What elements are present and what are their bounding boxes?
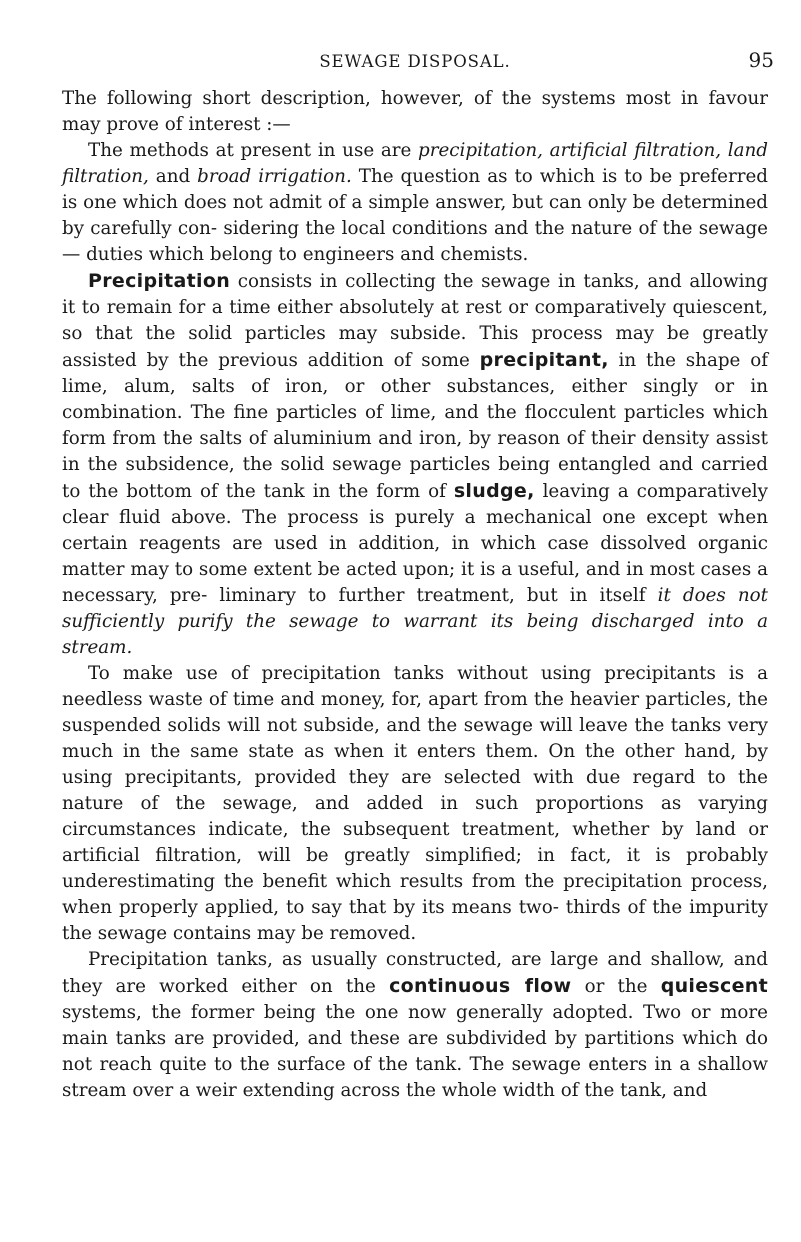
- text-run: leaving a comparatively clear fluid above. The process is purely a mechanical one except when certain reagents are used in addition, in which case dissolved organic matter may to some extent be acted upon; it is a useful, and in most cases a necessary, pre- liminary to further treatment, but in itself: [62, 481, 768, 606]
- keyword-quiescent: quiescent: [660, 975, 768, 997]
- text-run: Precipitation tanks, as usually constructed, are large and shallow, and they are worked either on the: [62, 949, 768, 997]
- text-run: The question as to which is to be preferred is one which does not admit of a simple answer, but can only be determined by carefully con- sidering the local conditions and the nature of the sewage— duties which belong to engineers and chemists.: [62, 166, 768, 265]
- running-head: SEWAGE DISPOSAL.: [319, 52, 511, 71]
- text-run: and: [148, 166, 198, 187]
- text-run: To make use of precipitation tanks without using precipitants is a needless waste of time and money, for, apart from the heavier particles, the suspended solids will not subside, and the sewage will leave the tanks very much in the same state as when it enters them. On the other hand, by using precipitants, provided they are selected with due regard to the nature of the sewage, and added in such proportions as varying circumstances indicate, the subsequent treatment, whether by land or artificial filtration, will be greatly simplified; in fact, it is probably underestimating the benefit which results from the precipitation process, when properly applied, to say that by its means two- thirds of the impurity the sewage contains may be removed.: [62, 663, 768, 944]
- text-run: consists in collecting the sewage in tanks, and allowing it to remain for a time either absolutely at rest or comparatively quiescent, so that the solid particles may subside. This process may be greatly assisted by the previous addition of some: [62, 271, 768, 371]
- paragraph-intro: [62, 86, 768, 138]
- page-header: [62, 48, 774, 86]
- italic-run: it does not sufficiently purify the sewage to warrant its being discharged into a stream.: [62, 585, 768, 658]
- text-run: The methods at present in use are: [88, 140, 419, 161]
- keyword-precipitant: precipitant,: [479, 349, 609, 371]
- paragraph-precipitation: [62, 268, 768, 661]
- text-run: or the: [571, 976, 661, 997]
- italic-run: precipitation, artificial filtration, land filtration,: [62, 140, 768, 187]
- text-run: The following short description, however, of the systems most in favour may prove of interest :—: [62, 88, 768, 135]
- page-number: 95: [748, 48, 774, 72]
- paragraph-tanks: [62, 947, 768, 1104]
- paragraph-methods: [62, 138, 768, 268]
- book-page: [62, 48, 774, 1104]
- text-run: systems, the former being the one now generally adopted. Two or more main tanks are provided, and these are subdivided by partitions which do not reach quite to the surface of the tank. The sewage enters in a shallow stream over a weir extending across the whole width of the tank, and: [62, 1002, 768, 1101]
- keyword-sludge: sludge,: [453, 480, 535, 502]
- keyword-precipitation: Precipitation: [88, 270, 231, 292]
- italic-run: broad irrigation.: [197, 166, 352, 187]
- paragraph-precipitants: [62, 661, 768, 947]
- text-run: in the shape of lime, alum, salts of iron, or other substances, either singly or in combination. The fine particles of lime, and the flocculent particles which form from the salts of aluminium and iron, by reason of their density assist in the subsidence, the solid sewage particles being entangled and carried to the bottom of the tank in the form of: [62, 350, 768, 502]
- body-text: [62, 86, 768, 1104]
- keyword-continuous-flow: continuous flow: [389, 975, 572, 997]
